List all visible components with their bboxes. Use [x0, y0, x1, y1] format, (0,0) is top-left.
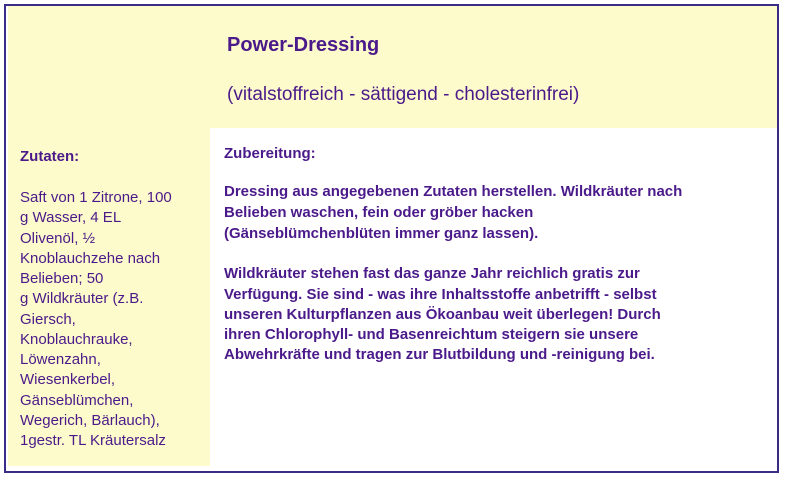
ingredient-line: Gänseblümchen,: [20, 392, 134, 409]
preparation-line: Dressing aus angegebenen Zutaten herstellen. Wildkräuter nach: [224, 183, 683, 200]
recipe-subtitle: (vitalstoffreich - sättigend - cholesterinfrei): [227, 84, 580, 105]
ingredients-heading: Zutaten:: [20, 148, 80, 165]
description-line: Verfügung. Sie sind - was ihre Inhaltsstoffe anbetrifft - selbst: [224, 286, 657, 303]
preparation-line: (Gänseblümchenblüten immer ganz lassen).: [224, 225, 539, 242]
ingredient-line: Löwenzahn,: [20, 351, 101, 368]
ingredient-line: Knoblauchzehe nach: [20, 250, 161, 267]
ingredient-line: g Wildkräuter (z.B.: [20, 290, 144, 307]
description-line: Abwehrkräfte und tragen zur Blutbildung und -reinigung bei.: [224, 346, 655, 363]
ingredient-line: Knoblauchrauke,: [20, 331, 133, 348]
recipe-title: Power-Dressing: [227, 34, 380, 56]
description-line: unseren Kulturpflanzen aus Ökoanbau weit überlegen! Durch: [224, 306, 661, 323]
ingredient-line: Giersch,: [20, 311, 76, 328]
preparation-heading: Zubereitung:: [224, 145, 316, 162]
ingredient-line: Wegerich, Bärlauch),: [20, 412, 160, 429]
ingredient-line: Olivenöl, ½: [20, 230, 96, 247]
description-line: ihren Chlorophyll- und Basenreichtum steigern sie unsere: [224, 326, 639, 343]
ingredients-panel: [8, 128, 210, 466]
recipe-header: [8, 6, 777, 128]
ingredient-line: 1gestr. TL Kräutersalz: [20, 432, 166, 449]
ingredient-line: Belieben; 50: [20, 270, 104, 287]
preparation-line: Belieben waschen, fein oder gröber hacken: [224, 204, 534, 221]
description-line: Wildkräuter stehen fast das ganze Jahr reichlich gratis zur: [224, 265, 640, 282]
ingredient-line: Saft von 1 Zitrone, 100: [20, 189, 172, 206]
ingredient-line: Wiesenkerbel,: [20, 371, 116, 388]
ingredient-line: g Wasser, 4 EL: [20, 209, 122, 226]
